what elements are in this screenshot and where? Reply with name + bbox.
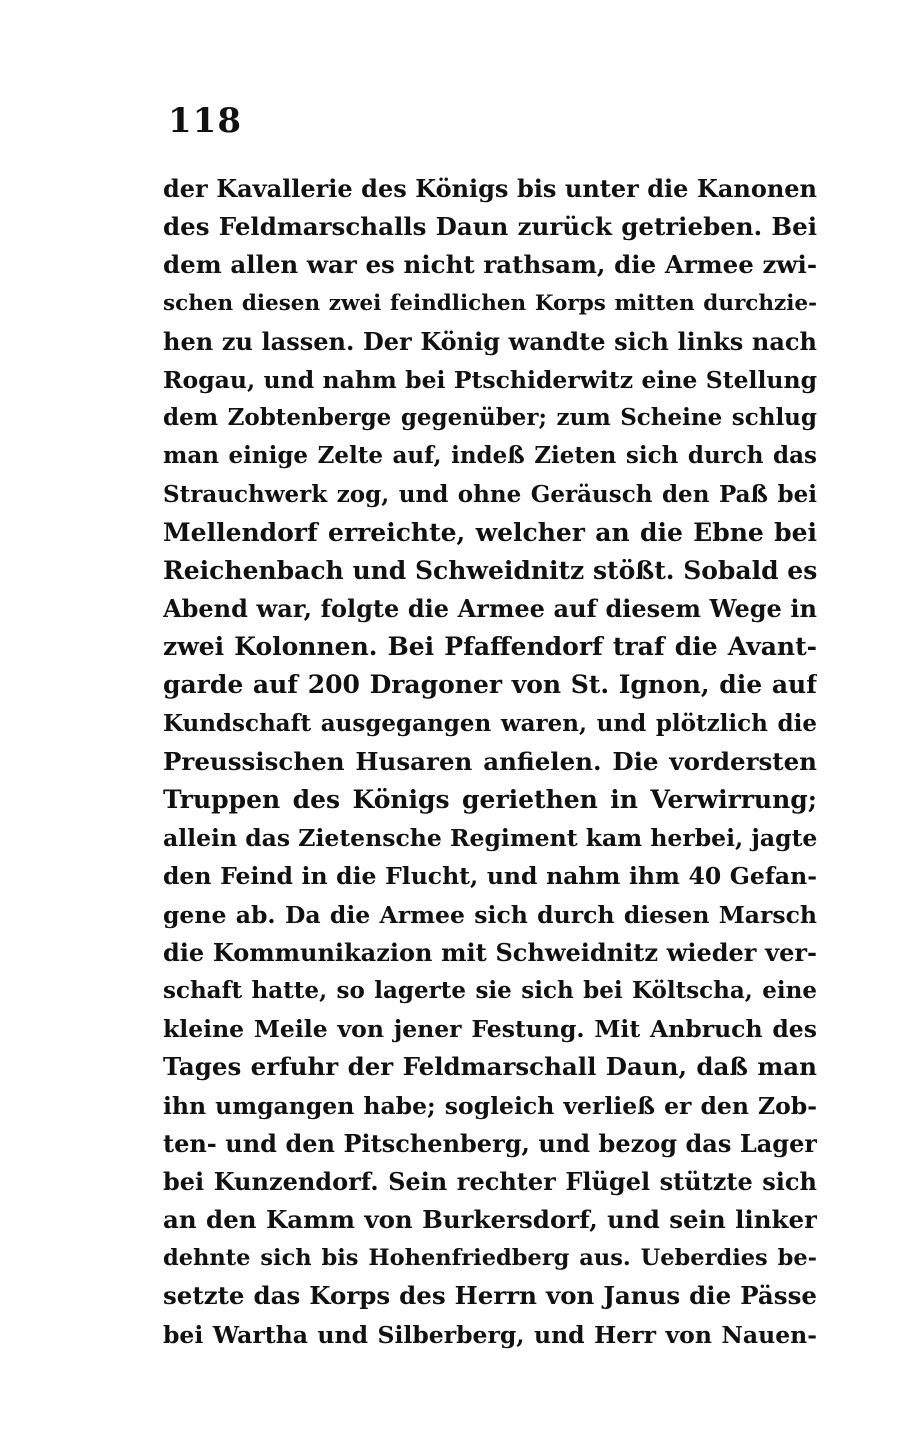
text-line: ihn umgangen habe; sogleich verließ er den Zob- <box>163 1091 817 1120</box>
text-line: Kundschaft ausgegangen waren, und plötzlich die <box>163 709 817 737</box>
text-line: den Feind in die Flucht, und nahm ihm 40 Gefan- <box>163 862 817 891</box>
text-line: kleine Meile von jener Festung. Mit Anbruch des <box>163 1015 817 1044</box>
text-line: schen diesen zwei feindlichen Korps mitten durchzie- <box>163 290 817 316</box>
text-line: Truppen des Königs geriethen in Verwirrung; <box>163 785 817 814</box>
text-line: Mellendorf erreichte, welcher an die Ebne bei <box>163 517 817 547</box>
text-line: allein das Zietensche Regiment kam herbei, jagte <box>163 824 817 853</box>
text-line: ten- und den Pitschenberg, und bezog das Lager <box>163 1128 817 1158</box>
text-line: dem allen war es nicht rathsam, die Armee zwi- <box>163 250 817 280</box>
text-line: Reichenbach und Schweidnitz stößt. Sobald es <box>163 555 817 585</box>
text-line: bei Wartha und Silberberg, und Herr von Nauen- <box>163 1320 817 1349</box>
text-line: bei Kunzendorf. Sein rechter Flügel stützte sich <box>163 1166 817 1196</box>
page-number: 118 <box>168 101 242 141</box>
text-line: Preussischen Husaren anfielen. Die vordersten <box>163 746 817 776</box>
text-line: hen zu lassen. Der König wandte sich links nach <box>163 326 817 356</box>
text-line: an den Kamm von Burkersdorf, und sein linker <box>163 1205 817 1235</box>
text-line: dehnte sich bis Hohenfriedberg aus. Ueberdies be- <box>163 1245 817 1272</box>
text-line: Abend war, folgte die Armee auf diesem Wege in <box>163 594 817 624</box>
text-line: garde auf 200 Dragoner von St. Ignon, die auf <box>163 670 817 700</box>
text-line: schaft hatte, so lagerte sie sich bei Költscha, eine <box>163 976 817 1004</box>
text-line: man einige Zelte auf, indeß Zieten sich durch das <box>163 442 817 470</box>
text-line: die Kommunikazion mit Schweidnitz wieder ver- <box>163 937 817 967</box>
text-line: Rogau, und nahm bei Ptschiderwitz eine Stellung <box>163 365 817 394</box>
text-line: der Kavallerie des Königs bis unter die Kanonen <box>163 174 817 203</box>
text-line: setzte das Korps des Herrn von Janus die Pässe <box>163 1281 817 1311</box>
text-line: Tages erfuhr der Feldmarschall Daun, daß man <box>163 1052 817 1082</box>
text-line: zwei Kolonnen. Bei Pfaffendorf traf die Avant- <box>163 632 817 662</box>
text-line: des Feldmarschalls Daun zurück getrieben. Bei <box>163 212 817 242</box>
text-line: gene ab. Da die Armee sich durch diesen Marsch <box>163 900 817 929</box>
text-line: Strauchwerk zog, und ohne Geräusch den Paß bei <box>163 480 817 508</box>
text-line: dem Zobtenberge gegenüber; zum Scheine schlug <box>163 404 817 432</box>
body-text <box>163 170 817 1354</box>
